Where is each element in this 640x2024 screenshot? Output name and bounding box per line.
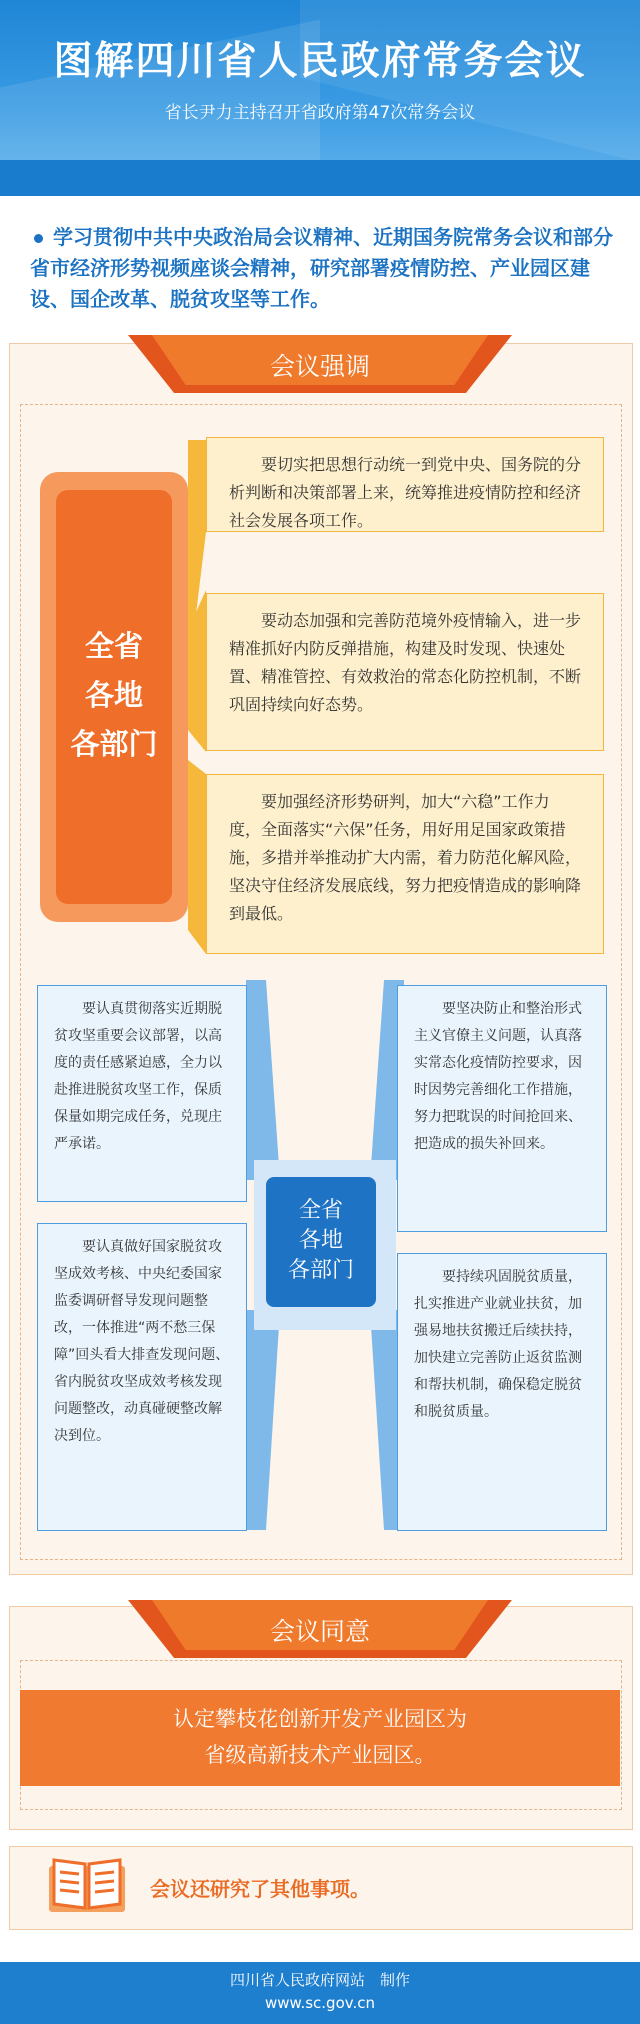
footer-url[interactable]: www.sc.gov.cn — [265, 1994, 375, 2012]
page-title: 图解四川省人民政府常务会议 — [53, 38, 587, 84]
intro-paragraph — [30, 222, 620, 315]
section-heading: 会议强调 — [269, 352, 370, 381]
blue-item: 要认真贯彻落实近期脱贫攻坚重要会议部署，以高度的责任感紧迫感，全力以赴推进脱贫攻坚工作，保质保量如期完成任务，兑现庄严承诺。 — [37, 985, 247, 1202]
bullet-icon — [34, 234, 43, 243]
connector-arrow — [188, 760, 206, 954]
header-decor-shape — [300, 0, 640, 182]
emphasis-item: 要加强经济形势研判，加大“六稳”工作力度，全面落实“六保”任务，用好用足国家政策措施，多措并举推动扩大内需，着力防范化解风险，坚决守住经济发展底线，努力把疫情造成的影响降到最低。 — [206, 774, 604, 954]
blue-item: 要认真做好国家脱贫攻坚成效考核、中央纪委国家监委调研督导发现问题整改，一体推进“两不愁三保障”回头看大排查发现问题、省内脱贫攻坚成效考核发现问题整改，动真碰硬整改解决到位。 — [37, 1223, 247, 1531]
blue-item: 要坚决防止和整治形式主义官僚主义问题，认真落实常态化疫情防控要求，因时因势完善细化工作措施，努力把耽误的时间抢回来、把造成的损失补回来。 — [397, 985, 607, 1232]
footer-credit: 四川省人民政府网站 制作 — [229, 1971, 410, 1989]
section-heading: 会议同意 — [269, 1617, 370, 1646]
intro-text: 学习贯彻中共中央政治局会议精神、近期国务院常务会议和部分省市经济形势视频座谈会精神，研究部署疫情防控、产业园区建设、国企改革、脱贫攻坚等工作。 — [30, 225, 613, 311]
emphasis-item: 要切实把思想行动统一到党中央、国务院的分析判断和决策部署上来，统筹推进疫情防控和经济社会发展各项工作。 — [206, 437, 604, 532]
center-subject-text: 全省 各地 各部门 — [287, 1198, 354, 1283]
blue-item: 要持续巩固脱贫质量，扎实推进产业就业扶贫，加强易地扶贫搬迁后续扶持，加快建立完善防止返贫监测和帮扶机制，确保稳定脱贫和脱贫质量。 — [397, 1253, 607, 1531]
section-heading-banner — [128, 1600, 512, 1658]
subject-panel-text: 全省 各地 各部门 — [70, 629, 158, 761]
book-icon — [46, 1854, 128, 1916]
header-bottom-strip — [0, 160, 640, 196]
emphasis-item: 要动态加强和完善防范境外疫情输入，进一步精准抓好内防反弹措施，构建及时发现、快速处置、精准管控、有效救治的常态化防控机制，不断巩固持续向好态势。 — [206, 593, 604, 751]
section-heading-banner — [128, 335, 512, 393]
page-subtitle: 省长尹力主持召开省政府第47次常务会议 — [164, 103, 476, 123]
other-items-text: 会议还研究了其他事项。 — [150, 1877, 370, 1901]
agree-text: 认定攀枝花创新开发产业园区为 省级高新技术产业园区。 — [173, 1707, 467, 1767]
